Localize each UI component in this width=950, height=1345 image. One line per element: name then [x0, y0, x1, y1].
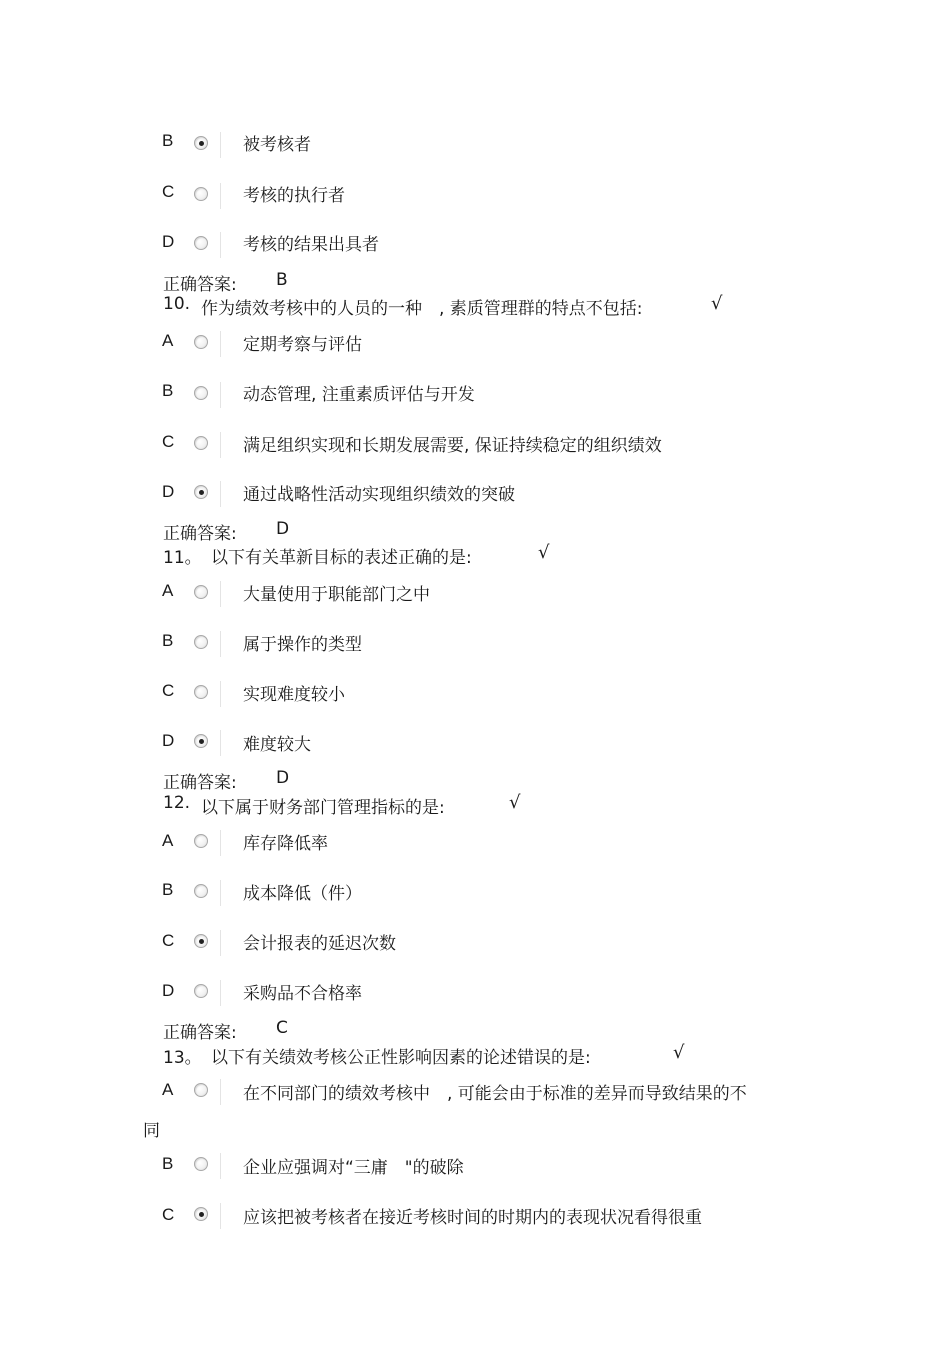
option-text: 通过战略性活动实现组织绩效的突破	[243, 485, 515, 505]
radio-button[interactable]	[191, 1077, 221, 1107]
option-letter: D	[162, 731, 175, 750]
option-text: 成本降低（件）	[243, 884, 362, 904]
option-letter: B	[162, 631, 174, 650]
check-mark-icon: √	[538, 542, 550, 563]
correct-answer-value: C	[276, 1018, 288, 1038]
option-text-continuation: 同	[143, 1121, 160, 1141]
correct-answer-value: D	[276, 768, 290, 788]
option-letter: A	[162, 831, 174, 850]
option-text: 库存降低率	[243, 834, 328, 854]
question-text: 以下有关革新目标的表述正确的是:	[211, 548, 472, 568]
option-text: 采购品不合格率	[243, 984, 362, 1004]
option-letter: C	[162, 182, 175, 201]
option-letter: B	[162, 381, 174, 400]
option-text: 定期考察与评估	[243, 335, 362, 355]
question-text: 以下有关绩效考核公正性影响因素的论述错误的是:	[211, 1048, 591, 1068]
option-text: 被考核者	[243, 135, 311, 155]
option-letter: B	[162, 1154, 174, 1173]
option-text: 大量使用于职能部门之中	[243, 585, 430, 605]
option-text: 在不同部门的绩效考核中 , 可能会由于标准的差异而导致结果的不	[243, 1084, 747, 1104]
option-letter: A	[162, 581, 174, 600]
option-letter: B	[162, 131, 174, 150]
radio-button[interactable]	[191, 479, 221, 509]
option-text: 动态管理, 注重素质评估与开发	[243, 385, 475, 405]
option-letter: A	[162, 1080, 174, 1099]
option-text: 应该把被考核者在接近考核时间的时期内的表现状况看得很重	[243, 1208, 702, 1228]
radio-button[interactable]	[191, 978, 221, 1008]
correct-answer-label: 正确答案:	[163, 275, 237, 295]
radio-button[interactable]	[191, 629, 221, 659]
option-letter: C	[162, 931, 175, 950]
radio-button[interactable]	[191, 380, 221, 410]
radio-button[interactable]	[191, 181, 221, 211]
radio-button[interactable]	[191, 1151, 221, 1181]
correct-answer-label: 正确答案:	[163, 524, 237, 544]
option-text: 会计报表的延迟次数	[243, 934, 396, 954]
option-letter: A	[162, 331, 174, 350]
option-text: 考核的结果出具者	[243, 235, 379, 255]
option-text: 实现难度较小	[243, 685, 345, 705]
radio-button[interactable]	[191, 579, 221, 609]
radio-button[interactable]	[191, 728, 221, 758]
question-number: 11。	[163, 548, 202, 568]
question-text: 作为绩效考核中的人员的一种 , 素质管理群的特点不包括:	[201, 299, 643, 319]
option-letter: D	[162, 981, 175, 1000]
radio-button[interactable]	[191, 230, 221, 260]
option-text: 属于操作的类型	[243, 635, 362, 655]
option-letter: C	[162, 681, 175, 700]
question-number: 12.	[163, 793, 191, 813]
option-letter: D	[162, 232, 175, 251]
radio-button[interactable]	[191, 928, 221, 958]
question-text: 以下属于财务部门管理指标的是:	[201, 798, 445, 818]
option-letter: C	[162, 1205, 175, 1224]
check-mark-icon: √	[711, 293, 723, 314]
radio-button[interactable]	[191, 679, 221, 709]
correct-answer-value: D	[276, 519, 290, 539]
correct-answer-label: 正确答案:	[163, 1023, 237, 1043]
correct-answer-label: 正确答案:	[163, 773, 237, 793]
radio-button[interactable]	[191, 878, 221, 908]
radio-button[interactable]	[191, 130, 221, 160]
check-mark-icon: √	[673, 1042, 685, 1063]
option-text: 难度较大	[243, 735, 311, 755]
correct-answer-value: B	[276, 270, 288, 290]
option-letter: B	[162, 880, 174, 899]
radio-button[interactable]	[191, 828, 221, 858]
radio-button[interactable]	[191, 430, 221, 460]
option-letter: C	[162, 432, 175, 451]
check-mark-icon: √	[509, 792, 521, 813]
question-number: 10.	[163, 294, 191, 314]
radio-button[interactable]	[191, 329, 221, 359]
question-number: 13。	[163, 1048, 202, 1068]
option-text: 考核的执行者	[243, 186, 345, 206]
option-text: 满足组织实现和长期发展需要, 保证持续稳定的组织绩效	[243, 436, 662, 456]
radio-button[interactable]	[191, 1201, 221, 1231]
option-text: 企业应强调对“三庸 "的破除	[243, 1158, 464, 1178]
option-letter: D	[162, 482, 175, 501]
